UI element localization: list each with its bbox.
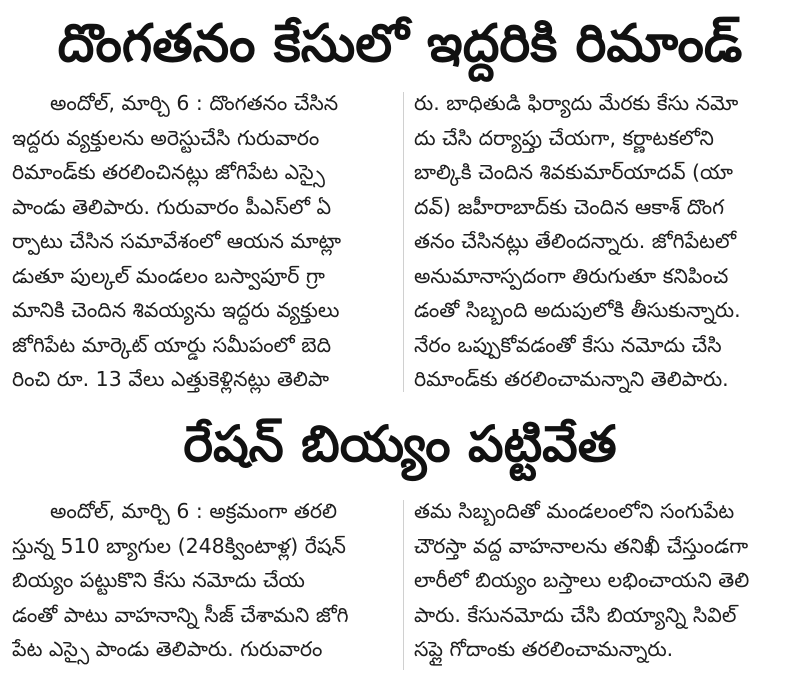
text-line: ర్పాటు చేసిన సమావేశంలో ఆయన మాట్లా [12,229,342,253]
text-line: డంతో పాటు వాహనాన్ని సీజ్ చేశామని జోగి [12,602,349,627]
text-line: అనుమానాస్పదంగా తిరుగుతూ కనిపించ [414,263,729,288]
text-line: రిమాండ్‌కు తరలించామన్నాని తెలిపారు. [414,367,729,391]
text-line: దవ్) జహీరాబాద్‌కు చెందిన ఆకాశ్ దొంగ [414,194,725,219]
text-line: దు చేసి దర్యాప్తు చేయగా, కర్ణాటకలోని [414,125,714,150]
text-line: జోగిపేట మార్కెట్ యార్డు సమీపంలో బెది [12,332,332,357]
text-line: డంతో సిబ్బంది అదుపులోకి తీసుకున్నారు. [414,298,741,322]
text-line: రించి రూ. 13 వేలు ఎత్తుకెళ్లినట్లు తెలిపా [12,367,330,391]
article2-column-2 [414,494,794,667]
text-line: చౌరస్తా వద్ద వాహనాలను తనిఖీ చేస్తుండగా [414,533,749,558]
article1-headline: దొంగతనం కేసులో ఇద్దరికి రిమాండ్ [57,14,743,74]
article2-headline: రేషన్ బియ్యం పట్టివేత [183,415,617,473]
text-line: తమ సిబ్బందితో మండలంలోని సంగుపేట [414,499,735,523]
text-line: మానికి చెందిన శివయ్యను ఇద్దరు వ్యక్తులు [12,298,340,322]
article2-column-1 [12,494,392,667]
text-line: డుతూ పుల్కల్ మండలం బస్వాపూర్ గ్రా [12,263,325,288]
text-line: బాల్కికి చెందిన శివకుమార్‌యాదవ్ (యా [414,160,733,184]
text-line: రు. బాధితుడి ఫిర్యాదు మేరకు కేసు నమో [414,91,739,115]
text-line: అందోల్, మార్చి 6 : దొంగతనం చేసిన [50,91,339,115]
text-line: తనం చేసినట్లు తేలిందన్నారు. జోగిపేటలో [414,229,737,253]
text-line: బియ్యం పట్టుకొని కేసు నమోదు చేయ [12,568,305,592]
article1-column-1 [12,86,392,397]
text-line: పేట ఎస్సై పాండు తెలిపారు. గురువారం [12,637,323,661]
text-line: లారీలో బియ్యం బస్తాలు లభించాయని తెలి [414,568,750,592]
article1-column-2 [414,86,794,397]
text-line: సప్లై గోదాంకు తరలించామన్నారు. [414,637,674,661]
text-line: ఇద్దరు వ్యక్తులను అరెస్టుచేసి గురువారం [12,125,320,150]
text-line: రిమాండ్‌కు తరలించినట్లు జోగిపేట ఎస్సై [12,160,325,184]
text-line: స్తున్న 510 బ్యాగుల (248క్వింటాళ్ల) రేషన్ [12,533,346,558]
text-line: పాండు తెలిపారు. గురువారం పీఎస్‌లో ఏ [12,194,332,219]
column-divider [403,500,404,670]
text-line: పారు. కేసునమోదు చేసి బియ్యాన్ని సివిల్ [414,602,737,627]
column-divider [403,92,404,392]
text-line: నేరం ఒప్పుకోవడంతో కేసు నమోదు చేసి [414,332,722,357]
text-line: అందోల్, మార్చి 6 : అక్రమంగా తరలి [50,499,338,523]
